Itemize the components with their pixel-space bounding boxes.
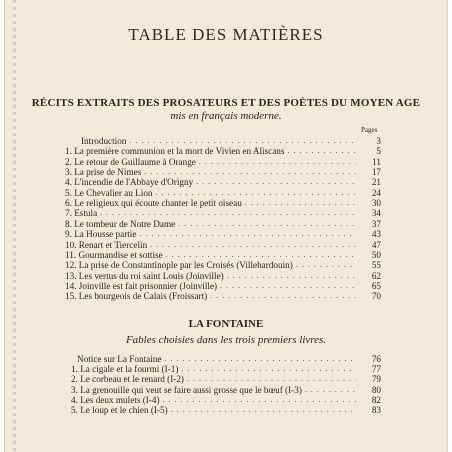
toc-entry-title: 3. La grenouille qui veut se faire aussi grosse que le bœuf (I-3) bbox=[71, 384, 302, 395]
toc-entry-page: 82 bbox=[371, 394, 381, 405]
toc-entry-page: 37 bbox=[371, 218, 381, 229]
dot-leader bbox=[171, 405, 356, 415]
section-heading-la-fontaine: LA FONTAINE bbox=[188, 318, 264, 330]
section-heading-moyen-age: RÉCITS EXTRAITS DES PROSATEURS ET DES POÈTES DU MOYEN AGE bbox=[31, 97, 421, 109]
toc-entry-page: 30 bbox=[371, 198, 381, 209]
toc-entry-page: 79 bbox=[371, 374, 381, 385]
toc-entry-title: 5. Le Chevalier au Lion bbox=[65, 187, 153, 198]
toc-entry-title: 8. Le tombeur de Notre Dame bbox=[65, 218, 176, 229]
toc-entry-page: 55 bbox=[371, 260, 381, 271]
toc-entry-page: 21 bbox=[371, 177, 381, 188]
toc-entry-title: 12. La prise de Constantinople par les Croisés (Villehardouin) bbox=[65, 260, 293, 271]
toc-entry-page: 3 bbox=[376, 136, 381, 146]
toc-entry-page: 34 bbox=[371, 208, 381, 219]
section-subheading-moyen-age: mis en français moderne. bbox=[170, 110, 282, 122]
toc-entry-title: 4. L'incendie de l'Abbaye d'Origny bbox=[65, 177, 194, 188]
toc-entry-title: 2. Le retour de Guillaume à Orange bbox=[65, 156, 196, 167]
pages-column-label: Pages bbox=[361, 126, 378, 134]
dot-leader bbox=[210, 291, 356, 301]
toc-entry-title: 7. Estula bbox=[65, 208, 98, 219]
toc-entry-page: 62 bbox=[371, 270, 381, 281]
toc-entry-title: 3. La prise de Nimes bbox=[65, 167, 142, 178]
toc-entry-title: 4. Les deux mulets (I-4) bbox=[71, 394, 160, 405]
book-page bbox=[4, 0, 448, 452]
toc-entry-page: 80 bbox=[371, 384, 381, 395]
toc-entry bbox=[71, 403, 381, 415]
toc-entry-title: 14. Joinville est fait prisonnier (Joinville) bbox=[65, 280, 218, 291]
toc-entry-page: 47 bbox=[371, 239, 381, 250]
toc-entry-page: 11 bbox=[372, 156, 381, 167]
toc-entry-page: 76 bbox=[371, 354, 381, 364]
section-subheading-la-fontaine: Fables choisies dans les trois premiers livres. bbox=[125, 334, 327, 346]
toc-entry-title: Notice sur La Fontaine bbox=[77, 354, 162, 364]
page-title: TABLE DES MATIÈRES bbox=[128, 25, 324, 44]
toc-entry-title: 11. Gourmandise et sottise bbox=[65, 249, 163, 260]
toc-entry-page: 77 bbox=[371, 364, 381, 375]
toc-entry-page: 5 bbox=[376, 146, 381, 157]
toc-entry-page: 17 bbox=[371, 167, 381, 178]
toc-entry-title: 15. Les bourgeois de Calais (Froissart) bbox=[65, 291, 208, 302]
toc-entry-title: 13. Les vertus du roi saint Louis (Joinville) bbox=[65, 270, 224, 281]
toc-entry-title: 6. Le religieux qui écoute chanter le petit oiseau bbox=[65, 198, 242, 209]
binding-edge bbox=[13, 0, 16, 452]
toc-entry-title: 1. La cigale et la fourmi (I-1) bbox=[71, 364, 179, 375]
toc-entry-title: 5. Le loup et le chien (I-5) bbox=[71, 405, 168, 415]
toc-entry-title: 9. La Housse partie bbox=[65, 229, 137, 240]
toc-entry-page: 70 bbox=[371, 291, 381, 302]
toc-entry-page: 65 bbox=[371, 280, 381, 291]
toc-entry-page: 50 bbox=[371, 249, 381, 260]
toc-entry-page: 43 bbox=[371, 229, 381, 240]
toc-entry-title: 2. Le corbeau et le renard (I-2) bbox=[71, 374, 184, 385]
toc-entry-title: 10. Renart et Tiercelin bbox=[65, 239, 148, 250]
toc-entry-page: 24 bbox=[371, 187, 381, 198]
toc-entry-title: 1. La première communion et la mort de Vivien en Aliscans bbox=[65, 146, 285, 157]
toc-entry-page: 83 bbox=[371, 405, 381, 415]
toc-entry-title: Introduction bbox=[81, 136, 127, 146]
toc-entry bbox=[65, 289, 381, 301]
